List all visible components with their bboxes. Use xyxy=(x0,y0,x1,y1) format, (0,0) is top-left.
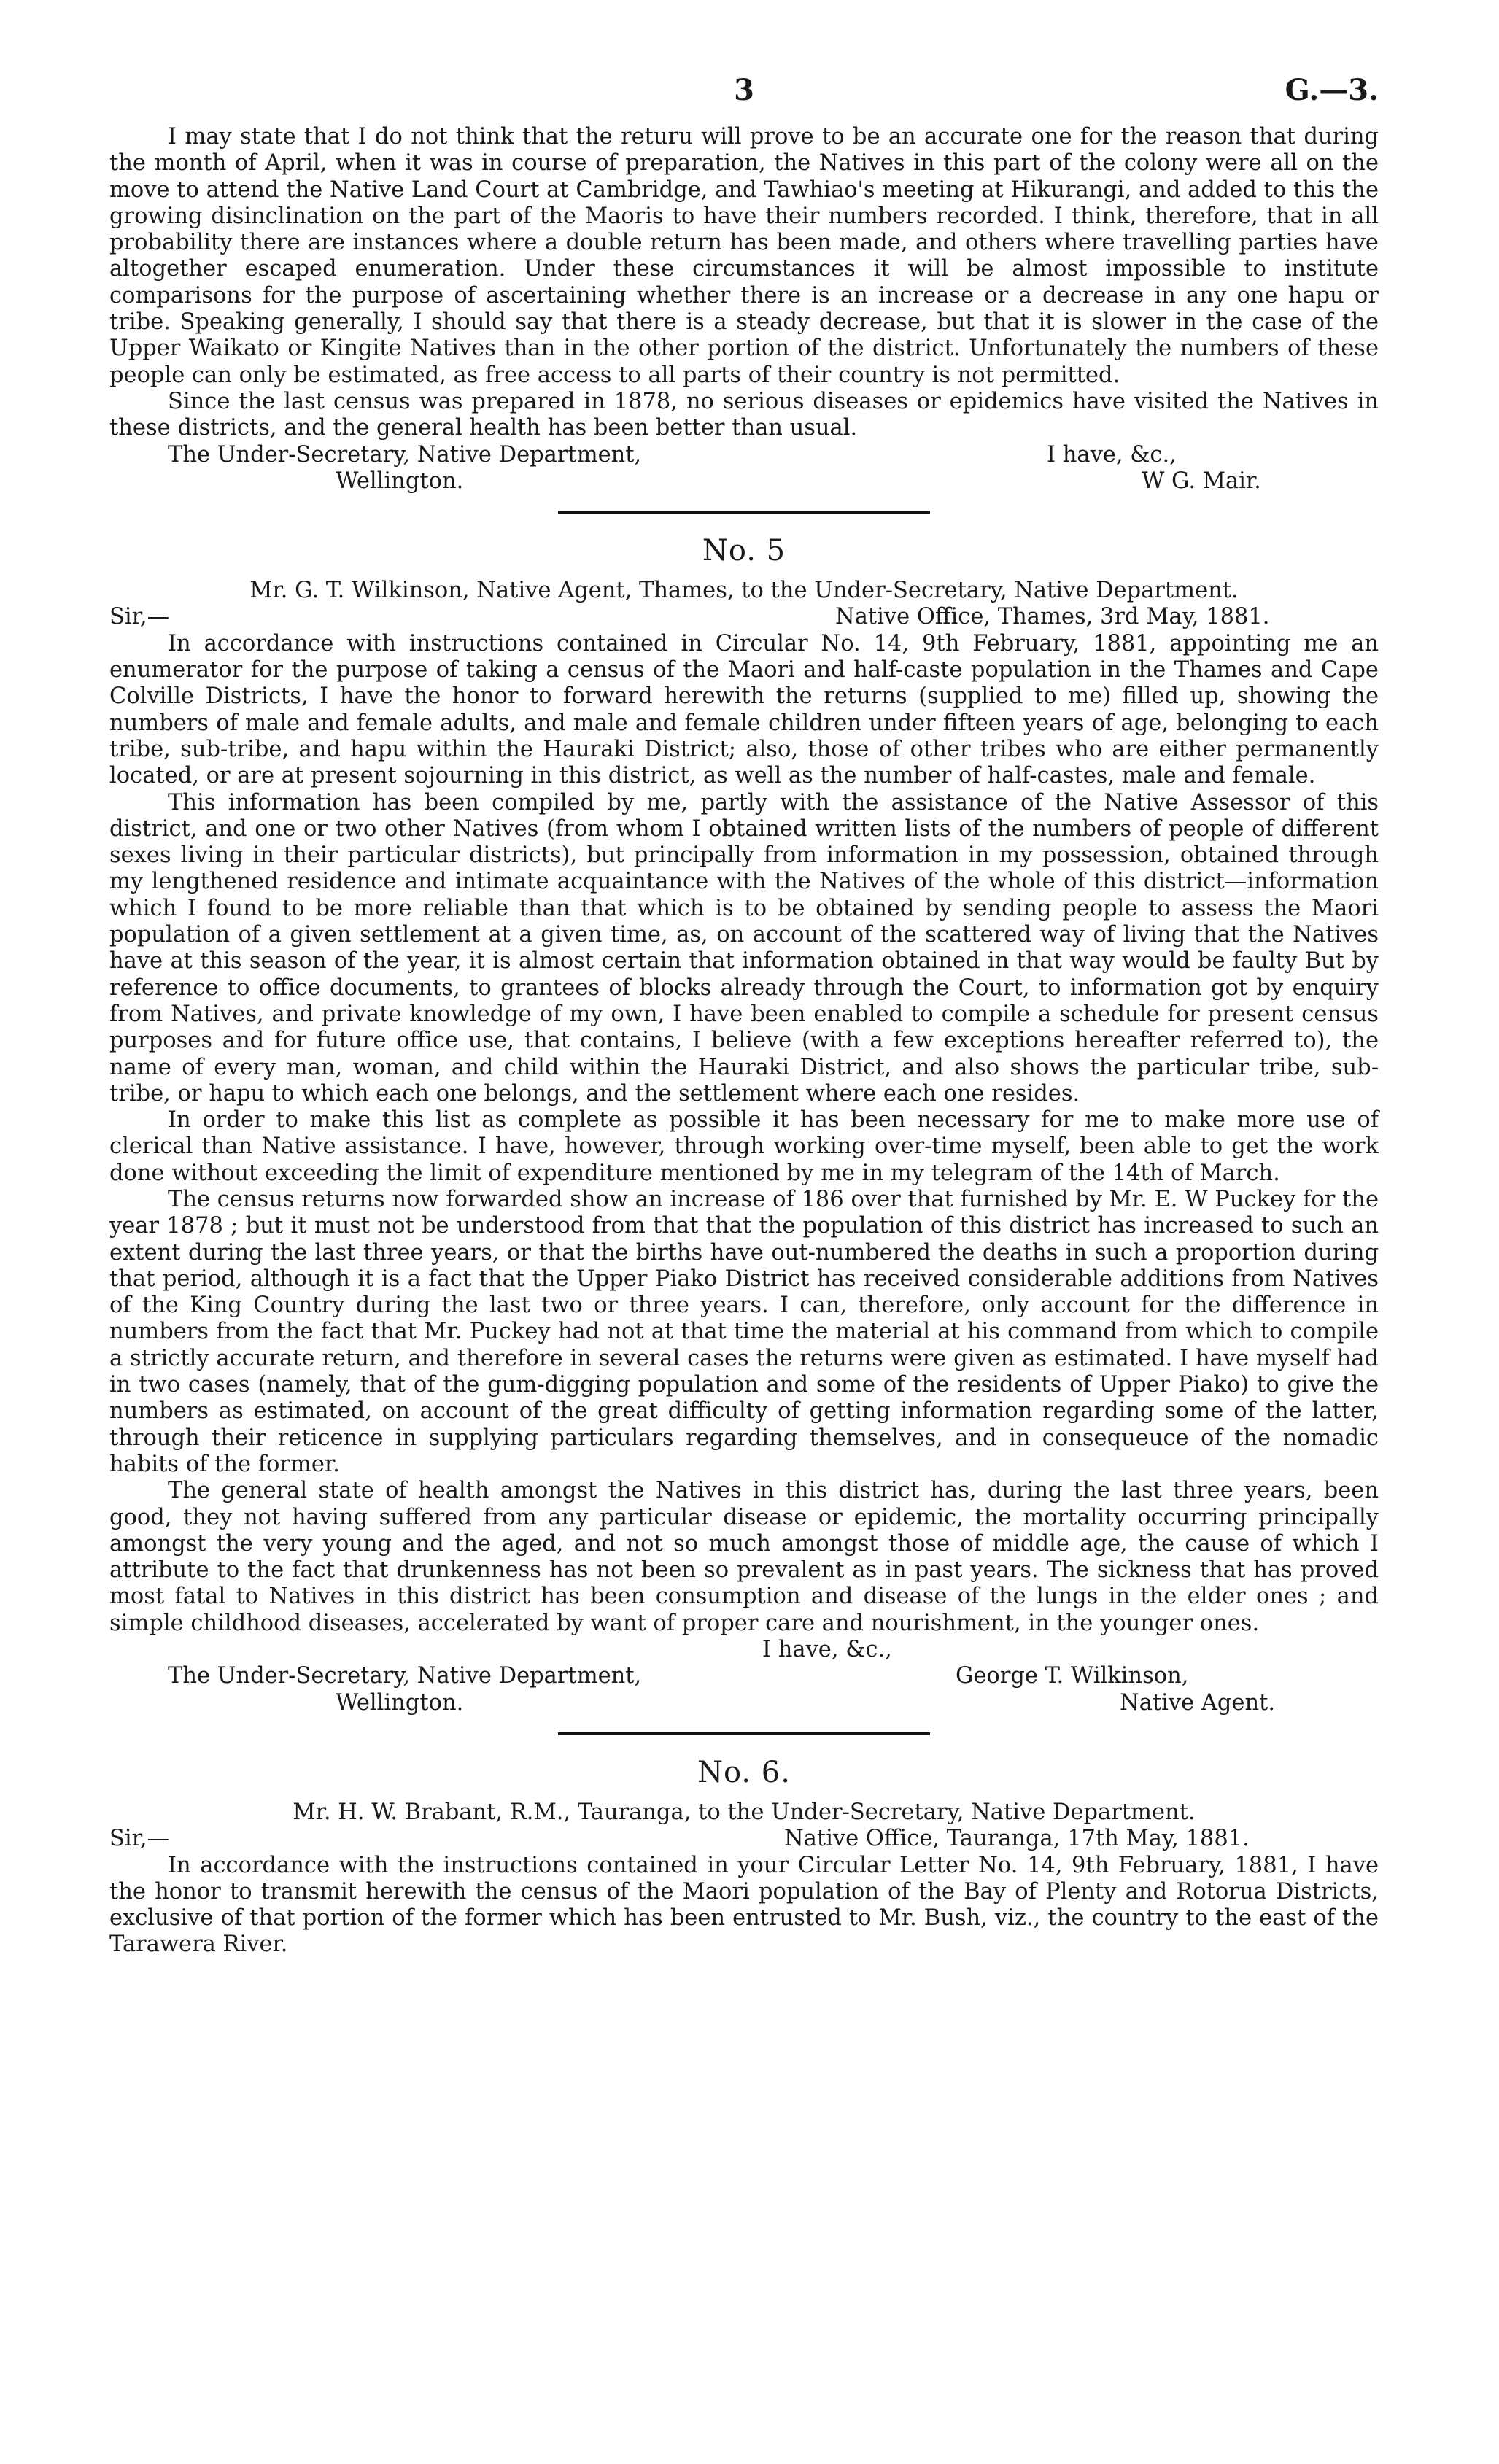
no5-closing-2 xyxy=(109,1690,1379,1716)
document-page xyxy=(109,73,1379,1959)
closing-city: Wellington. xyxy=(336,468,464,494)
page-header xyxy=(109,73,1379,124)
intro-paragraph-2: Since the last census was prepared in 1878, no serious diseases or epidemics have visited the Natives in these districts, and the general health has been better than usual. xyxy=(109,388,1379,441)
section-title: No. 5 xyxy=(702,534,786,568)
letter-address: Mr. G. T. Wilkinson, Native Agent, Thames, to the Under-Secretary, Native Department. xyxy=(249,578,1239,604)
no5-closing xyxy=(109,1637,1379,1690)
intro-paragraph-1: I may state that I do not think that the returu will prove to be an accurate one for the reason that during the month of April, when it was in course of preparation, the Natives in this part of the colony were all on the move to attend the Native Land Court at Cambridge, and Tawhiao's meeting at Hikurangi, and added to this the growing disinclination on the part of the Maoris to have their numbers recorded. I think, therefore, that in all probability there are instances where a double return has been made, and others where travelling parties have altogether escaped enumeration. Under these circumstances it will be almost impossible to institute comparisons for the purpose of ascertaining whether there is an increase or a decrease in any one hapu or tribe. Speaking generally, I should say that there is a steady decrease, but that it is slower in the case of the Upper Waikato or Kingite Natives than in the other portion of the district. Unfortunately the numbers of these people can only be estimated, as free access to all parts of their country is not permitted. xyxy=(109,124,1379,388)
intro-section xyxy=(109,124,1379,495)
section-no-6 xyxy=(109,1756,1379,1959)
dateline: Native Office, Thames, 3rd May, 1881. xyxy=(835,604,1270,630)
closing-signature: George T. Wilkinson, xyxy=(956,1663,1189,1689)
sir-label: Sir,— xyxy=(109,604,170,630)
section-divider xyxy=(558,511,930,514)
closing-addressee: The Under-Secretary, Native Department, xyxy=(168,1663,642,1689)
section-no-5 xyxy=(109,534,1379,1716)
dateline: Native Office, Tauranga, 17th May, 1881. xyxy=(784,1826,1250,1852)
section-divider xyxy=(558,1732,930,1735)
closing-salutation: I have, &c., xyxy=(1047,441,1177,468)
body-paragraph-5: The general state of health amongst the Natives in this district has, during the last three years, been good, they not having suffered from any particular disease or epidemic, the mortality occurring principally amongst the very young and the aged, and not so much amongst those of middle age, the cause of which I attribute to the fact that drunkenness has not been so prevalent as in past years. The sickness that has proved most fatal to Natives in this district has been consumption and disease of the lungs in the elder ones ; and simple childhood diseases, accelerated by want of proper care and nourishment, in the younger ones. xyxy=(109,1478,1379,1636)
body-paragraph-1: In accordance with instructions contained in Circular No. 14, 9th February, 1881, appointing me an enumerator for the purpose of taking a census of the Maori and half-caste population in the Thames and Cape Colville Districts, I have the honor to forward herewith the returns (supplied to me) filled up, showing the numbers of male and female adults, and male and female children under fifteen years of age, belonging to each tribe, sub-tribe, and hapu within the Hauraki District; also, those of other tribes who are either permanently located, or are at present sojourning in this district, as well as the number of half-castes, male and female. xyxy=(109,630,1379,789)
body-paragraph-1: In accordance with the instructions contained in your Circular Letter No. 14, 9th February, 1881, I have the honor to transmit herewith the census of the Maori population of the Bay of Plenty and Rotorua Districts, exclusive of that portion of the former which has been entrusted to Mr. Bush, viz., the country to the east of the Tarawera River. xyxy=(109,1852,1379,1958)
closing-addressee: The Under-Secretary, Native Department, xyxy=(168,441,642,468)
closing-title: Native Agent. xyxy=(1120,1689,1276,1716)
sir-label: Sir,— xyxy=(109,1826,170,1852)
section-title: No. 6. xyxy=(697,1755,791,1789)
salutation-line xyxy=(109,1826,1379,1852)
body-paragraph-2: This information has been compiled by me, partly with the assistance of the Native Assessor of this district, and one or two other Natives (from whom I obtained written lists of the numbers of people of different sexes living in their particular districts), but principally from information in my possession, obtained through my lengthened residence and intimate acquaintance with the Natives of the whole of this district—information which I found to be more reliable than that which is to be obtained by sending people to assess the Maori population of a given settlement at a given time, as, on account of the scattered way of living that the Natives have at this season of the year, it is almost certain that information obtained in that way would be faulty But by reference to office documents, to grantees of blocks already through the Court, to information got by enquiry from Natives, and private knowledge of my own, I have been enabled to compile a schedule for present census purposes and for future office use, that contains, I believe (with a few exceptions hereafter referred to), the name of every man, woman, and child within the Hauraki District, and also shows the particular tribe, sub-tribe, or hapu to which each one belongs, and the settlement where each one resides. xyxy=(109,789,1379,1107)
closing-city: Wellington. xyxy=(336,1689,464,1716)
body-paragraph-4: The census returns now forwarded show an increase of 186 over that furnished by Mr. E. W Puckey for the year 1878 ; but it must not be understood from that that the population of this district has increased to such an extent during the last three years, or that the births have out-numbered the deaths in such a proportion during that period, although it is a fact that the Upper Piako District has received considerable additions from Natives of the King Country during the last two or three years. I can, therefore, only account for the difference in numbers from the fact that Mr. Puckey had not at that time the material at his command from which to compile a strictly accurate return, and therefore in several cases the returns were given as estimated. I have myself had in two cases (namely, that of the gum-digging population and some of the residents of Upper Piako) to give the numbers as estimated, on account of the great difficulty of getting information regarding some of the latter, through their reticence in supplying particulars regarding themselves, and in consequeuce of the nomadic habits of the former. xyxy=(109,1186,1379,1477)
closing-salutation: I have, &c., xyxy=(762,1637,892,1663)
body-paragraph-3: In order to make this list as complete as possible it has been necessary for me to make more use of clerical than Native assistance. I have, however, through working over-time myself, been able to get the work done without exceeding the limit of expenditure mentioned by me in my telegram of the 14th of March. xyxy=(109,1107,1379,1186)
closing-signature: W G. Mair. xyxy=(1142,468,1261,494)
salutation-line xyxy=(109,604,1379,630)
document-code: G.—3. xyxy=(1285,73,1379,107)
intro-closing xyxy=(109,442,1379,495)
letter-address: Mr. H. W. Brabant, R.M., Tauranga, to the Under-Secretary, Native Department. xyxy=(293,1799,1196,1825)
page-number: 3 xyxy=(734,73,754,107)
